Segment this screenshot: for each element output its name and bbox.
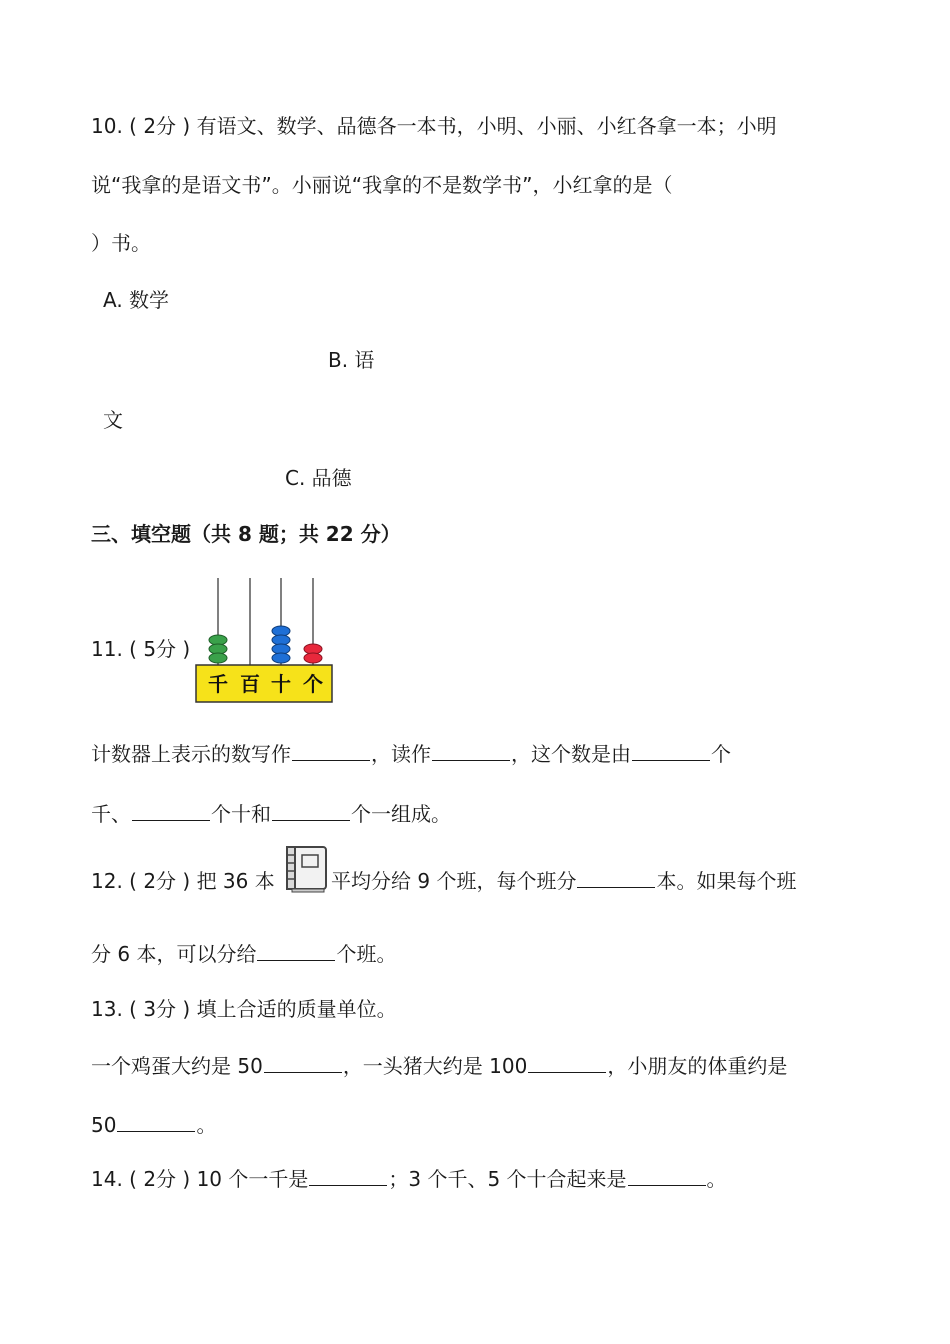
section-title: 三、填空题（共 8 题；共 22 分） <box>91 522 401 546</box>
q12-line-1a: 12. ( 2分 ) 把 36 本 <box>91 869 275 893</box>
tens-beads <box>272 626 290 663</box>
q11-line-1 <box>91 740 731 768</box>
abacus-label-hundreds: 百 <box>240 672 260 696</box>
q12-text: 平均分给 9 个班，每个班分 <box>331 869 577 893</box>
q12-text: 本。如果每个班 <box>656 869 797 893</box>
q11-text: 个一组成。 <box>351 802 451 826</box>
q10-option-b-cont: 文 <box>103 408 123 432</box>
q13-line-2 <box>91 1052 787 1080</box>
q12-text: 分 6 本，可以分给 <box>91 942 257 966</box>
abacus-label-thousands: 千 <box>208 672 228 696</box>
q11-label: 11. ( 5分 ) <box>91 637 191 661</box>
q11-blank-read[interactable] <box>432 740 510 761</box>
q13-text: ，一头猪大约是 100 <box>342 1054 528 1078</box>
q11-blank-ones[interactable] <box>272 800 350 821</box>
q11-text: 个 <box>711 742 731 766</box>
q11-text: 千、 <box>91 802 131 826</box>
q14-text: 14. ( 2分 ) 10 个一千是 <box>91 1167 309 1191</box>
q11-text: ，读作 <box>371 742 431 766</box>
q13-text: 一个鸡蛋大约是 50 <box>91 1054 263 1078</box>
abacus-image <box>195 574 333 704</box>
q10-line-3: ）书。 <box>91 231 151 255</box>
abacus-label-tens: 十 <box>271 672 291 696</box>
q12-line-2 <box>91 940 396 968</box>
q11-blank-written[interactable] <box>292 740 370 761</box>
q13-line-3 <box>91 1111 216 1139</box>
ones-beads <box>304 644 322 663</box>
q12-blank-classes[interactable] <box>257 940 335 961</box>
q13-text: 50 <box>91 1113 117 1137</box>
q11-text: 计数器上表示的数写作 <box>91 742 291 766</box>
q13-blank-child[interactable] <box>117 1111 195 1132</box>
q11-blank-thousands[interactable] <box>632 740 710 761</box>
q13-text: ，小朋友的体重约是 <box>607 1054 788 1078</box>
q14-text: ；3 个千、5 个十合起来是 <box>388 1167 627 1191</box>
q10-option-c[interactable]: C. 品德 <box>285 466 352 490</box>
q12-text: 个班。 <box>336 942 397 966</box>
q11-text: ，这个数是由 <box>511 742 631 766</box>
q13-line-1: 13. ( 3分 ) 填上合适的质量单位。 <box>91 997 397 1021</box>
q12-blank-per-class[interactable] <box>577 867 655 888</box>
q10-option-a[interactable]: A. 数学 <box>103 288 170 312</box>
q14-text: 。 <box>706 1167 727 1191</box>
q10-line-1: 10. ( 2分 ) 有语文、数学、品德各一本书，小明、小丽、小红各拿一本；小明 <box>91 114 777 138</box>
q13-blank-pig[interactable] <box>528 1052 606 1073</box>
q14-blank-combined[interactable] <box>628 1165 706 1186</box>
q14-line <box>91 1165 727 1193</box>
q10-option-b[interactable]: B. 语 <box>328 348 375 372</box>
book-icon <box>284 845 330 893</box>
q13-blank-egg[interactable] <box>264 1052 342 1073</box>
q10-line-2: 说“我拿的是语文书”。小丽说“我拿的不是数学书”，小红拿的是（ <box>91 173 673 197</box>
q14-blank-ten-thousands[interactable] <box>309 1165 387 1186</box>
q11-text: 个十和 <box>211 802 271 826</box>
q11-line-2 <box>91 800 451 828</box>
abacus-label-ones: 个 <box>303 672 323 696</box>
q12-line-1b <box>331 867 796 895</box>
thousands-beads <box>209 635 227 663</box>
q13-text: 。 <box>196 1113 217 1137</box>
q11-blank-tens[interactable] <box>132 800 210 821</box>
